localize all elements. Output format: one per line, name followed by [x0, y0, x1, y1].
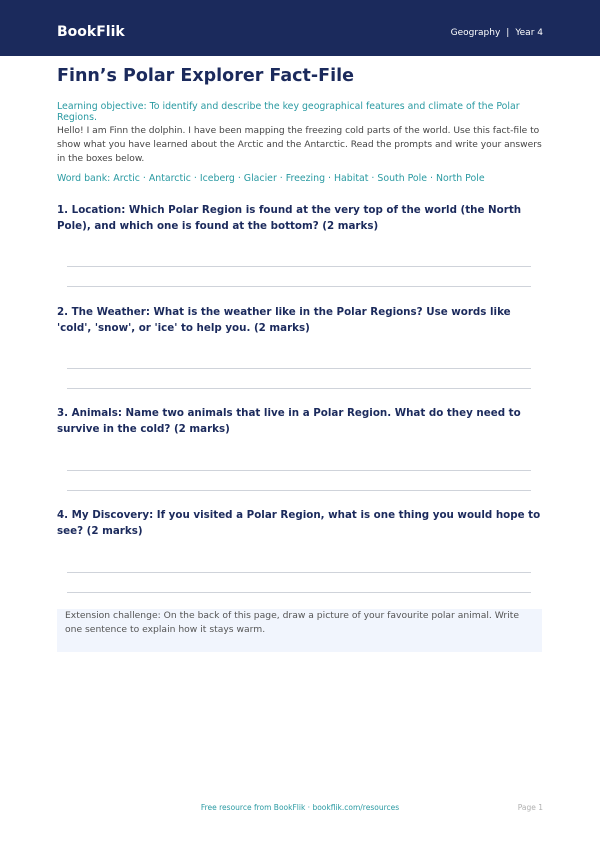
page-title: Finn’s Polar Explorer Fact-File [57, 66, 354, 86]
page-number: Page 1 [517, 803, 543, 812]
answer-line-2a[interactable] [67, 368, 531, 369]
answer-line-3a[interactable] [67, 470, 531, 471]
learning-objective: Learning objective: To identify and describe the key geographical features and climate of the Polar Regions. [57, 101, 520, 123]
answer-line-3b[interactable] [67, 490, 531, 491]
subject-label: Geography [450, 28, 501, 38]
footer-text: Free resource from BookFlik · bookflik.com/resources [200, 803, 400, 812]
header-bar [0, 0, 600, 56]
question-4: 4. My Discovery: If you visited a Polar Region, what is one thing you would hope to see? (2 marks) [57, 509, 541, 537]
meta-separator: | [506, 28, 510, 38]
intro-text: Hello! I am Finn the dolphin. I have been mapping the freezing cold parts of the world. Use this fact-file to show what you have learned about the Arctic and the Antarctic. Read the prompts and write your answers in the boxes below. [57, 126, 542, 164]
question-2: 2. The Weather: What is the weather like in the Polar Regions? Use words like 'cold', 'snow', or 'ice' to help you. (2 marks) [57, 306, 511, 334]
answer-line-4b[interactable] [67, 592, 531, 593]
word-bank: Word bank: Arctic · Antarctic · Iceberg · Glacier · Freezing · Habitat · South Pole · North Pole [57, 173, 485, 184]
question-3: 3. Animals: Name two animals that live in a Polar Region. What do they need to survive in the cold? (2 marks) [57, 407, 521, 435]
question-1: 1. Location: Which Polar Region is found at the very top of the world (the North Pole), and which one is found at the bottom? (2 marks) [57, 204, 522, 232]
brand-logo: BookFlik [57, 24, 125, 40]
answer-line-2b[interactable] [67, 388, 531, 389]
header-meta [451, 28, 543, 38]
answer-line-1a[interactable] [67, 266, 531, 267]
answer-line-4a[interactable] [67, 572, 531, 573]
extension-callout [57, 609, 542, 652]
answer-line-1b[interactable] [67, 286, 531, 287]
extension-text: Extension challenge: On the back of this page, draw a picture of your favourite polar animal. Write one sentence to explain how it stays warm. [65, 610, 519, 635]
year-label: Year 4 [515, 28, 543, 38]
